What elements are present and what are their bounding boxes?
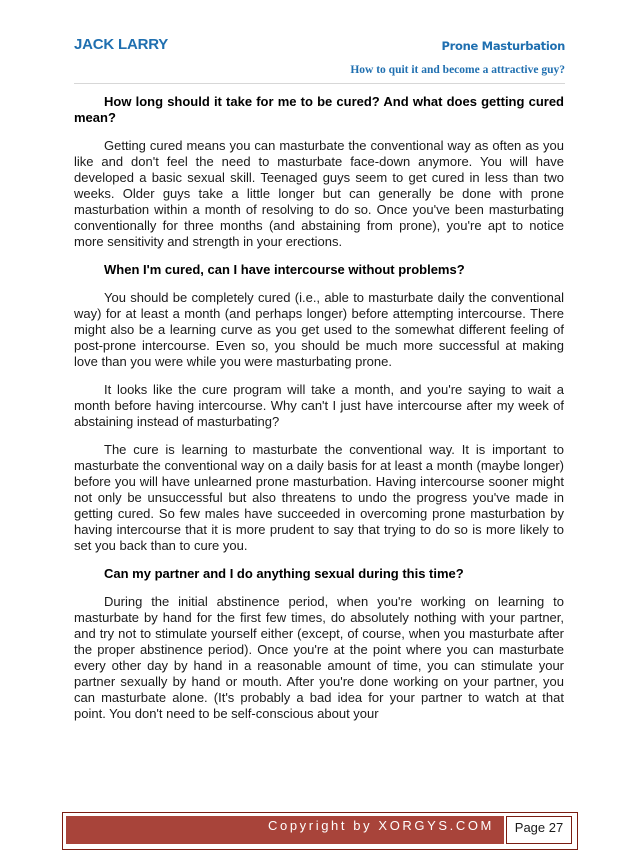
page-body (74, 90, 564, 734)
header-author: JACK LARRY (74, 36, 169, 53)
question-heading: Can my partner and I do anything sexual during this time? (104, 566, 464, 581)
paragraph: You should be completely cured (i.e., able to masturbate daily the conventional way) for at least a month (and perhaps longer) before attempting intercourse. There might also be a learning curve as you get used to the somewhat different feeling of post-prone intercourse. Even so, you should be much more successful at making love than you were while you were masturbating prone. (74, 290, 564, 369)
question-heading: How long should it take for me to be cured? And what does getting cured mean? (74, 94, 564, 125)
header-divider (74, 83, 565, 84)
page-number: Page 27 (506, 816, 572, 844)
paragraph: Getting cured means you can masturbate the conventional way as often as you like and don't feel the need to masturbate face-down anymore. You will have developed a basic sexual skill. Teenaged guys seem to get cured in less than two weeks. Older guys take a little longer but can generally be done with prone masturbation within a month of resolving to do so. Once you've been masturbating conventionally for three months (and abstaining from prone), you're apt to notice more sensitivity and strength in your erections. (74, 138, 564, 249)
header-subtitle: How to quit it and become a attractive guy? (350, 64, 565, 76)
paragraph: During the initial abstinence period, when you're working on learning to masturbate by hand for the first few times, do absolutely nothing with your partner, and try not to stimulate yourself either (except, of course, when you masturbate after the proper abstinence period). Once you're at the point where you can masturbate every other day by hand in a reasonable amount of time, you can stimulate your partner sexually by hand or mouth. After you're done working on your partner, you can masturbate alone. (It's probably a bad idea for your partner to watch at that point. You don't need to be self-conscious about your (74, 594, 564, 721)
question-heading: When I'm cured, can I have intercourse without problems? (104, 262, 465, 277)
paragraph: The cure is learning to masturbate the conventional way. It is important to masturbate the conventional way on a daily basis for at least a month (maybe longer) before you will have unlearned prone masturbation. Having intercourse sooner might not only be unsuccessful but also threatens to undo the progress you've made in getting cured. So few males have succeeded in overcoming prone masturbation by having intercourse that it is more prudent to say that trying to do so is more likely to set you back than to cure you. (74, 442, 564, 553)
footer-copyright: Copyright by XORGYS.COM (268, 818, 494, 833)
header-book-title: Prone Masturbation (441, 39, 565, 53)
paragraph: It looks like the cure program will take a month, and you're saying to wait a month before having intercourse. Why can't I just have intercourse after my week of abstaining instead of masturbating? (74, 382, 564, 429)
